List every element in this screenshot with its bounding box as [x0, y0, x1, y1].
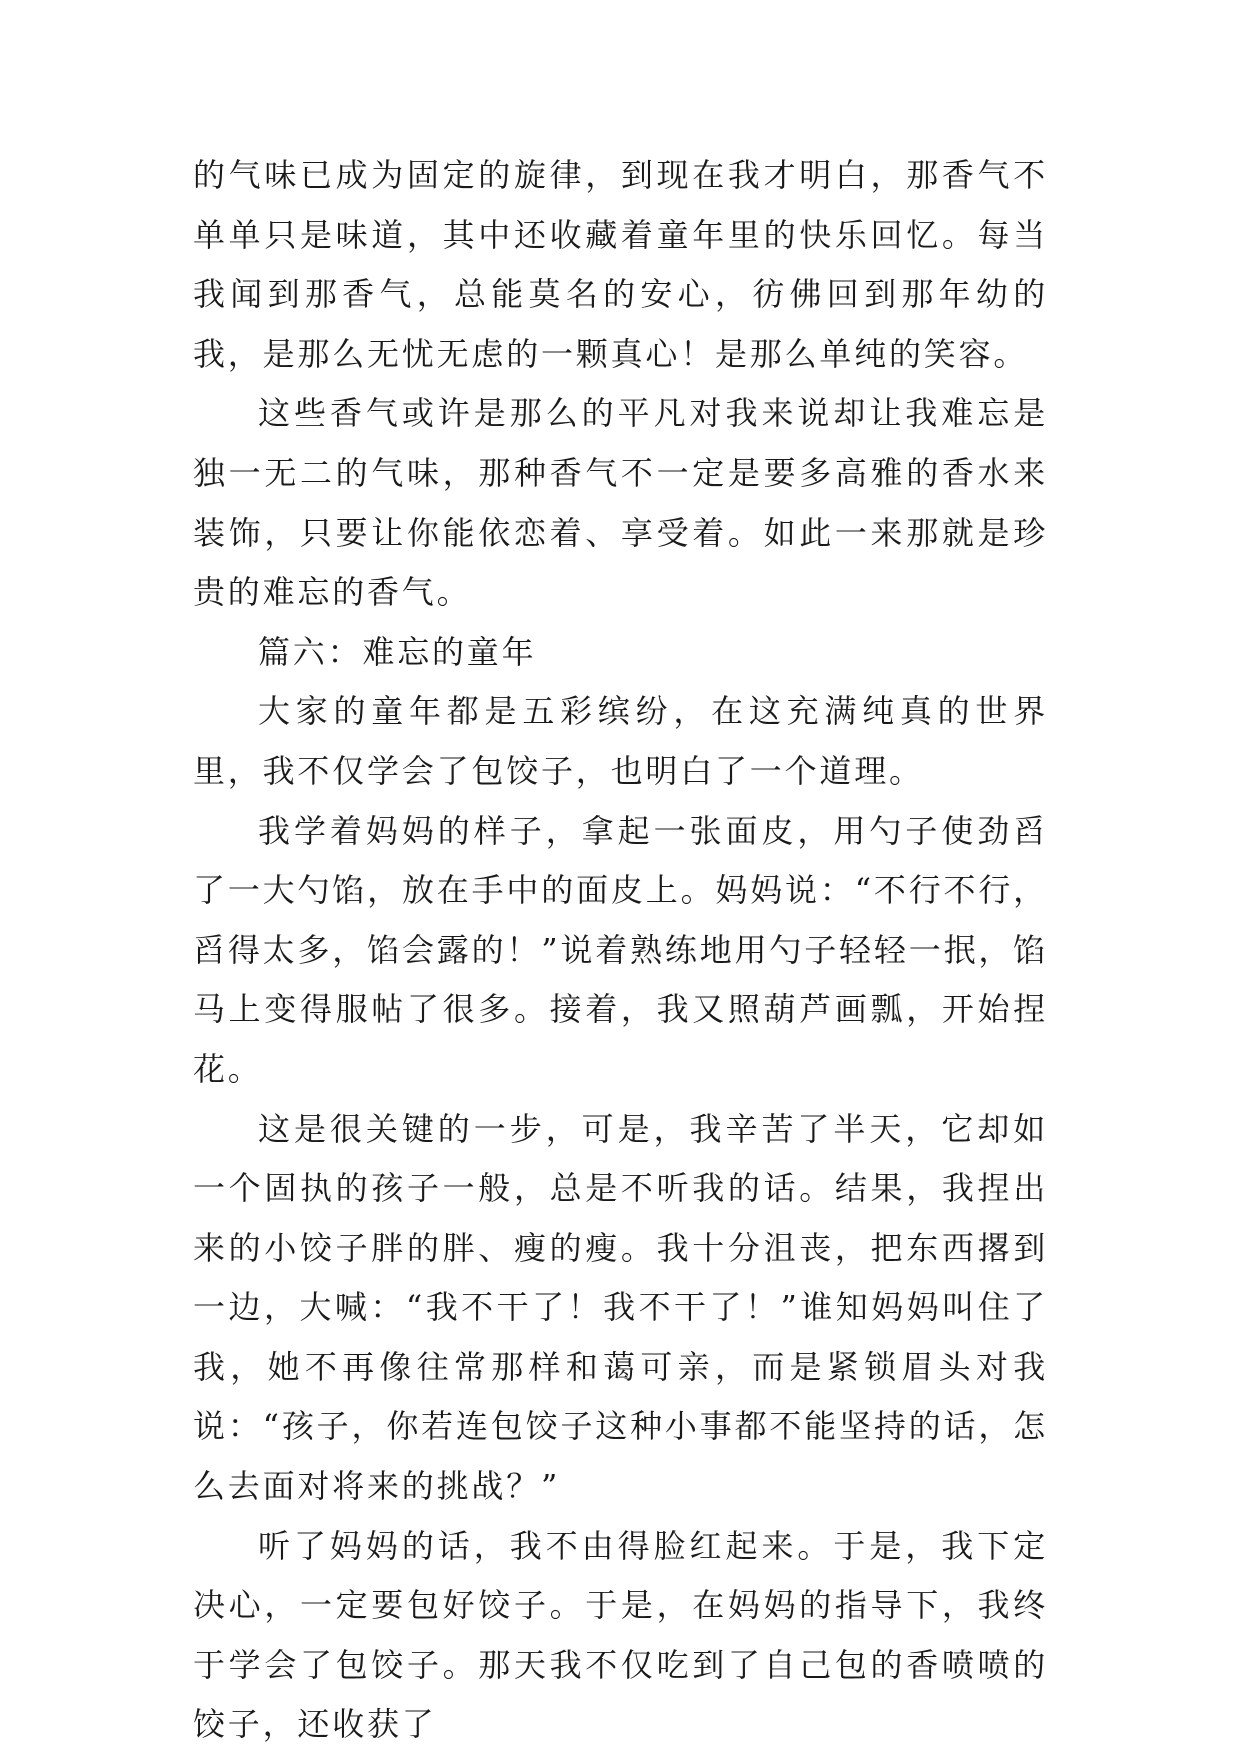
paragraph: 听了妈妈的话，我不由得脸红起来。于是，我下定决心，一定要包好饺子。于是，在妈妈的指导下，我终于学会了包饺子。那天我不仅吃到了自己包的香喷喷的饺子，还收获了 — [193, 1526, 1048, 1744]
paragraph: 大家的童年都是五彩缤纷，在这充满纯真的世界里，我不仅学会了包饺子，也明白了一个道理。 — [193, 692, 1048, 790]
section-heading: 篇六：难忘的童年 — [258, 632, 537, 671]
paragraph: 这是很关键的一步，可是，我辛苦了半天，它却如一个固执的孩子一般，总是不听我的话。结果，我捏出来的小饺子胖的胖、瘦的瘦。我十分沮丧，把东西撂到一边，大喊：“我不干了！我不干了！”谁知妈妈叫住了我，她不再像往常那样和蔼可亲，而是紧锁眉头对我说：“孩子，你若连包饺子这种小事都不能坚持的话，怎么去面对将来的挑战？” — [193, 1109, 1048, 1506]
paragraph-continued: 的气味已成为固定的旋律，到现在我才明白，那香气不单单只是味道，其中还收藏着童年里的快乐回忆。每当我闻到那香气，总能莫名的安心，彷佛回到那年幼的我，是那么无忧无虑的一颗真心！是那么单纯的笑容。 — [193, 156, 1048, 373]
paragraph: 这些香气或许是那么的平凡对我来说却让我难忘是独一无二的气味，那种香气不一定是要多高雅的香水来装饰，只要让你能依恋着、享受着。如此一来那就是珍贵的难忘的香气。 — [193, 394, 1048, 612]
document-body — [193, 146, 1048, 1755]
paragraph: 我学着妈妈的样子，拿起一张面皮，用勺子使劲舀了一大勺馅，放在手中的面皮上。妈妈说：“不行不行，舀得太多，馅会露的！”说着熟练地用勺子轻轻一抿，馅马上变得服帖了很多。接着，我又照葫芦画瓢，开始捏花。 — [193, 811, 1048, 1088]
